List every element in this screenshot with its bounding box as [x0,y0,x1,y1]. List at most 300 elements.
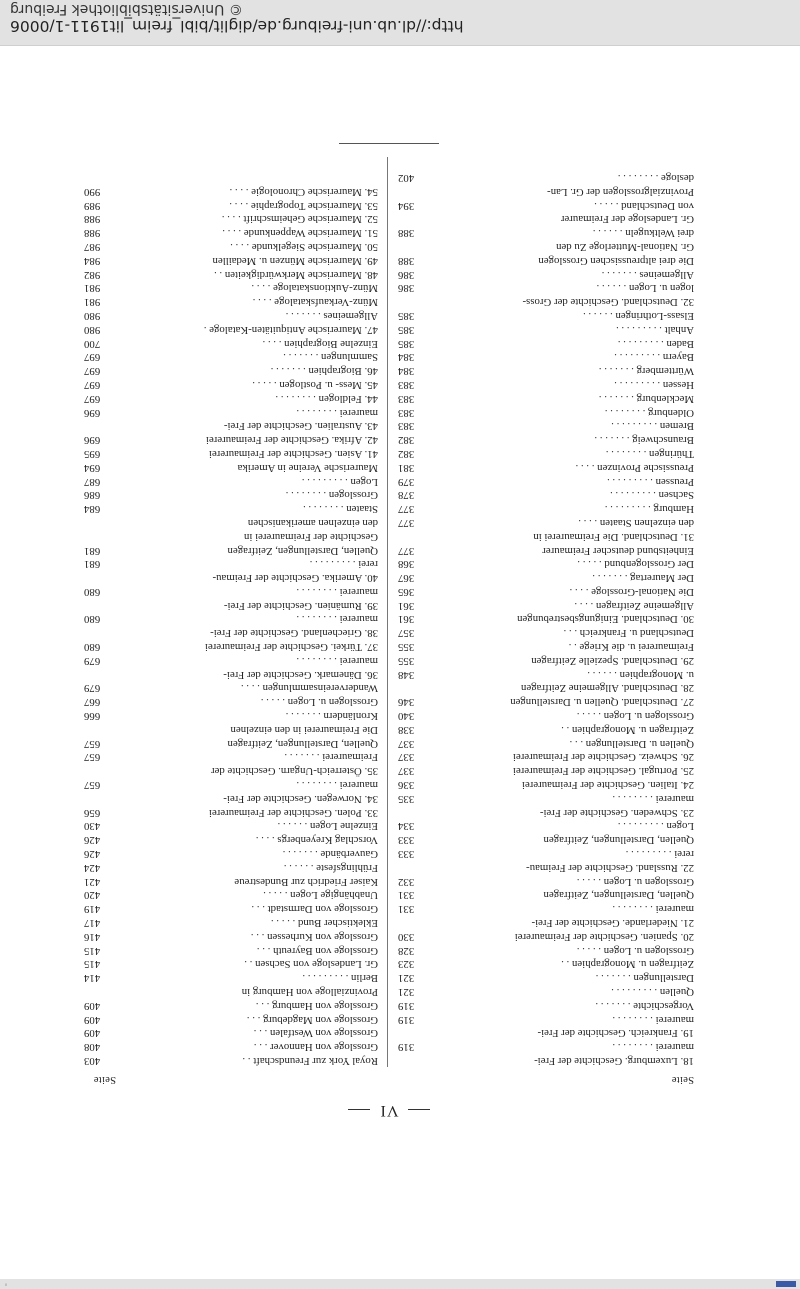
toc-entry-page: 378 [398,489,415,502]
toc-entry [398,998,694,1012]
toc-entry-title: 36. Dänemark. Geschichte der Frei- [223,668,378,681]
toc-entry-page: 383 [398,406,415,419]
toc-entry-title: Quellen, Darstellungen, Zeitfragen [227,737,378,750]
toc-entry-title: Zeitfragen u. Monographien . . [561,723,694,736]
toc-entry-title: Mecklenburg . . . . . . . [598,392,694,405]
toc-entry [84,888,378,902]
toc-entry-title: Grosslogen u. Logen . . . . . [576,710,694,723]
toc-entry [84,557,378,571]
toc-entry-title: Gr. Landesloge der Freimaurer [560,213,694,226]
toc-entry [398,1026,694,1040]
toc-entry-page: 321 [398,986,415,999]
toc-entry [398,791,694,805]
toc-entry-page: 988 [84,213,101,226]
toc-entry-title: 48. Maurerische Merkwürdigkeiten . . [213,268,378,281]
toc-entry-page: 368 [398,558,415,571]
toc-entry-page: 383 [398,378,415,391]
toc-entry [398,708,694,722]
toc-entry-page: 680 [84,613,101,626]
toc-entry-page [398,184,424,198]
toc-entry [84,225,378,239]
toc-entry-page [84,667,110,681]
toc-entry [398,736,694,750]
seite-label-left: Seite [671,1074,694,1085]
toc-entry-title: 19. Frankreich. Geschichte der Frei- [537,1027,694,1040]
toc-entry-title: Darstellungen . . . . . . . [595,972,694,985]
toc-entry-page: 384 [398,351,415,364]
toc-entry-title: Geschichte der Freimaurerei in [243,530,378,543]
toc-entry [84,294,378,308]
toc-entry-page: 335 [398,792,415,805]
toc-entry-title: Maurerische Vereine in Amerika [237,461,378,474]
toc-entry-page: 420 [84,889,101,902]
toc-entry [398,832,694,846]
toc-entry-page: 333 [398,848,415,861]
toc-entry [84,639,378,653]
toc-entry [398,557,694,571]
toc-entry-title: Grosslogen u. Logen . . . . . [576,944,694,957]
toc-entry [84,267,378,281]
toc-entry-title: 52. Maurerische Geheimschrift . . . . [221,213,378,226]
toc-entry-page [398,1053,424,1067]
toc-entry-title: maurerei . . . . . . . . [296,613,378,626]
toc-entry [398,336,694,350]
toc-entry-title: 24. Italien. Geschichte der Freimaurerei [521,779,694,792]
toc-entry [398,350,694,364]
toc-entry-title: 23. Schweden. Geschichte der Frei- [539,806,694,819]
toc-entry-title: Vorgeschichte . . . . . . . [595,999,694,1012]
toc-entry-page: 415 [84,958,101,971]
toc-entry [84,239,378,253]
toc-entry-page: 403 [84,1055,101,1067]
toc-entry-title: 28. Deutschland. Allgemeine Zeitfragen [521,682,694,695]
toc-entry-title: Staaten . . . . . . . . [303,503,378,516]
document-url[interactable]: http://dl.ub.uni-freiburg.de/diglit/bibl_freim_lit1911-1/0006 [10,17,464,35]
toc-entry-page: 331 [398,889,415,902]
toc-entry-page: 415 [84,944,101,957]
toc-entry [84,336,378,350]
toc-entry [398,419,694,433]
end-rule [339,143,439,144]
toc-entry [398,929,694,943]
toc-entry-page: 981 [84,282,101,295]
toc-entry-title: 27. Deutschland. Quellen u. Darstellungen [510,696,694,709]
toc-entry-page: 697 [84,378,101,391]
toc-entry-title: den einzelnen amerikanischen [247,516,378,529]
toc-entry-page: 377 [398,516,415,529]
toc-entry-title: Preussische Provinzen . . . . [575,461,694,474]
toc-entry [84,998,378,1012]
toc-entry [398,363,694,377]
toc-entry-title: Grossloge von Hamburg . . . [255,999,378,1012]
toc-entry [398,901,694,915]
toc-entry-page [84,763,110,777]
toc-entry-page: 987 [84,240,101,253]
toc-entry [398,694,694,708]
toc-entry [84,791,378,805]
toc-entry [84,350,378,364]
toc-entry-title: Münz-Auktionskataloge . . . . [251,282,378,295]
toc-entry-page: 421 [84,875,101,888]
toc-entry-title: Freimaurerei u. die Kriege . . [568,641,694,654]
toc-entry [398,267,694,281]
toc-entry [398,1053,694,1067]
toc-entry-title: Gr. Landesloge von Sachsen . . [244,958,378,971]
toc-entry [84,322,378,336]
toc-entry [84,860,378,874]
toc-entry-title: 26. Schweiz. Geschichte der Freimaurerei [512,751,694,764]
toc-entry-page: 700 [84,337,101,350]
toc-entry-title: maurerei . . . . . . . . [612,792,694,805]
toc-entry [84,363,378,377]
toc-entry-page: 982 [84,268,101,281]
toc-entry-page: 357 [398,627,415,640]
toc-entry-page: 334 [398,820,415,833]
toc-entry-title: Wandervereinsammlungen . . . . [240,682,378,695]
corner-mark-icon: ◦ [3,1280,8,1288]
toc-entry-title: Bayern . . . . . . . . . [614,351,694,364]
toc-entry-page [84,570,110,584]
toc-entry-page: 337 [398,751,415,764]
toc-entry [84,432,378,446]
toc-entry-page: 984 [84,254,101,267]
toc-entry [84,763,378,777]
toc-entry-page: 426 [84,848,101,861]
toc-entry [398,805,694,819]
scanned-page [84,129,694,1119]
viewer-bottom-bar [0,1279,800,1289]
toc-entry-page: 684 [84,503,101,516]
toc-entry-title: Provinzialgrosslogen der Gr. Lan- [547,185,694,198]
toc-entry-page: 331 [398,903,415,916]
toc-entry-title: drei Weltkugeln . . . . . . [592,227,694,240]
toc-entry-title: rerei . . . . . . . . . [309,558,378,571]
toc-entry [398,322,694,336]
toc-entry-title: 41. Asien. Geschichte der Freimaurerei [208,447,378,460]
toc-entry-title: 40. Amerika. Geschichte der Freimau- [212,572,378,585]
toc-entry-title: Quellen, Darstellungen, Zeitfragen [543,834,694,847]
toc-entry-page [84,626,110,640]
toc-entry-page: 381 [398,461,415,474]
toc-entry [84,708,378,722]
toc-entry-page: 328 [398,944,415,957]
toc-entry-title: Grosslogen . . . . . . . . [285,489,378,502]
toc-entry [84,501,378,515]
toc-entry [398,1039,694,1053]
toc-entry-title: Einzelne Biographien . . . . [262,337,378,350]
toc-entry-title: Anhalt . . . . . . . . . [616,323,694,336]
toc-entry-page: 679 [84,654,101,667]
toc-entry-title: 31. Deutschland. Die Freimaurerei in [533,530,694,543]
copyright-notice: © Universitätsbibliothek Freiburg [10,1,243,17]
toc-entry-title: 49. Maurerische Münzen u. Medaillen [212,254,378,267]
toc-entry-title: Grossloge von Westfalen . . . [253,1027,378,1040]
toc-entry-title: Eklektischer Bund . . . . . [270,917,378,930]
toc-entry-title: Hessen . . . . . . . . . [614,378,694,391]
toc-entry-title: Kaiser Friedrich zur Bundestreue [234,875,378,888]
toc-entry-page: 337 [398,737,415,750]
toc-entry-title: rerei . . . . . . . . . [625,848,694,861]
toc-entry [84,391,378,405]
toc-entry [84,736,378,750]
toc-entry-page: 355 [398,641,415,654]
toc-entry [398,777,694,791]
toc-entry [398,391,694,405]
toc-entry [84,653,378,667]
toc-entry-title: Vorschlag Kreyenbergs . . . . [255,834,378,847]
toc-entry [84,943,378,957]
toc-entry-page: 696 [84,434,101,447]
toc-entry-title: Grosslogen u. Logen . . . . . [260,696,378,709]
toc-entry-title: Berlin . . . . . . . . . [302,972,378,985]
toc-entry-title: 43. Australien. Geschichte der Frei- [223,420,378,433]
toc-entry-title: 18. Luxemburg. Geschichte der Frei- [534,1055,694,1067]
toc-entry-title: Allgemeine Zeitfragen . . . . [574,599,694,612]
toc-entry-page: 332 [398,875,415,888]
toc-entry-title: 53. Maurerische Topographie . . . . [229,199,378,212]
toc-entry-page: 383 [398,392,415,405]
toc-entry-page: 346 [398,696,415,709]
toc-entry-title: 34. Norwegen. Geschichte der Frei- [223,792,378,805]
toc-entry-title: Frühlingsfeste . . . . . . [283,861,378,874]
toc-entry-title: Oldenburg . . . . . . . . [604,406,694,419]
toc-entry-page: 424 [84,861,101,874]
toc-entry-page: 681 [84,558,101,571]
toc-entry-page [84,984,110,998]
page-number: VI [379,1102,399,1119]
toc-entry [398,584,694,598]
toc-entry-page: 657 [84,751,101,764]
toc-entry-title: Die Freimaurerei in den einzelnen [230,723,378,736]
toc-entry [398,750,694,764]
toc-entry [84,253,378,267]
toc-entry-page [84,791,110,805]
toc-entry-page: 348 [398,668,415,681]
toc-entry-page: 680 [84,641,101,654]
toc-entry-page: 414 [84,972,101,985]
toc-entry-title: Einzelne Logen . . . . . . [277,820,378,833]
toc-entry-page: 988 [84,227,101,240]
toc-entry [84,681,378,695]
toc-entry [84,405,378,419]
toc-entry-title: Grossloge von Kurhessen . . . [250,930,378,943]
toc-entry [398,943,694,957]
toc-entry-title: 39. Rumänien. Geschichte der Frei- [223,599,378,612]
toc-entry-title: u. Monographien . . . . . . [587,668,694,681]
toc-entry [398,681,694,695]
toc-entry [84,529,378,543]
toc-entry [84,184,378,198]
toc-entry-page: 319 [398,999,415,1012]
toc-entry-page: 408 [84,1041,101,1054]
toc-entry-title: Hamburg . . . . . . . . . [604,503,694,516]
column-divider [387,157,388,1067]
toc-entry-title: Grossloge von Bayreuth . . . [256,944,378,957]
toc-entry-page: 426 [84,834,101,847]
toc-entry-page: 382 [398,447,415,460]
toc-entry [398,529,694,543]
toc-entry [398,460,694,474]
toc-entry-title: 42. Afrika. Geschichte der Freimaurerei [205,434,378,447]
toc-entry [84,984,378,998]
toc-entry-title: Unabhängige Logen . . . . . [263,889,378,902]
toc-entry [84,901,378,915]
toc-entry-title: 37. Türkei. Geschichte der Freimaurerei [204,641,378,654]
toc-entry [398,626,694,640]
toc-entry [398,653,694,667]
toc-entry-title: 47. Maurerische Antiquitäten-Kataloge . [203,323,378,336]
toc-entry-title: 51. Maurerische Wappenkunde . . . . [222,227,378,240]
toc-entry-title: Sachsen . . . . . . . . . [610,489,694,502]
toc-entry-page: 981 [84,296,101,309]
toc-entry-page: 333 [398,834,415,847]
toc-column-left [398,170,694,1067]
toc-entry-page: 382 [398,434,415,447]
toc-entry-page: 409 [84,1013,101,1026]
toc-entry [84,915,378,929]
toc-entry [398,377,694,391]
toc-entry [398,722,694,736]
toc-entry-page: 980 [84,309,101,322]
toc-entry-title: Freimaurerei . . . . . . . [284,751,378,764]
toc-entry [398,1012,694,1026]
toc-entry-title: von Deutschland . . . . . [594,199,694,212]
toc-entry-title: 29. Deutschland. Spezielle Zeitfragen [531,654,694,667]
toc-entry [398,970,694,984]
toc-entry [84,212,378,226]
toc-entry-page: 330 [398,930,415,943]
toc-entry [398,612,694,626]
toc-entry [398,253,694,267]
toc-entry-title: 44. Feldlogen . . . . . . . . [275,392,378,405]
toc-entry [84,722,378,736]
toc-entry-page: 383 [398,420,415,433]
toc-entry-page [398,294,424,308]
toc-entry-title: Logen . . . . . . . . . [301,475,378,488]
toc-entry-page [398,212,424,226]
toc-entry-title: 50. Maurerische Siegelkunde . . . . [230,240,378,253]
toc-entry [84,626,378,640]
toc-entry [84,970,378,984]
toc-entry [84,460,378,474]
toc-entry-title: logen u. Logen . . . . . . [596,282,694,295]
toc-entry [84,750,378,764]
toc-entry-page [84,722,110,736]
toc-entry-page: 338 [398,723,415,736]
toc-entry [84,377,378,391]
toc-entry [84,805,378,819]
toc-entry [398,888,694,902]
toc-entry-page [398,915,424,929]
toc-entry [84,584,378,598]
toc-entry [84,419,378,433]
toc-entry-title: 22. Russland. Geschichte der Freimau- [526,861,694,874]
toc-entry-title: Quellen, Darstellungen, Zeitfragen [543,889,694,902]
toc-entry-page [398,805,424,819]
toc-entry-page: 657 [84,779,101,792]
toc-entry-page: 697 [84,392,101,405]
toc-entry-page: 386 [398,282,415,295]
toc-entry [84,819,378,833]
page-indicator-icon [776,1281,796,1287]
toc-entry-page: 336 [398,779,415,792]
toc-entry-page: 361 [398,599,415,612]
toc-entry [84,198,378,212]
toc-entry-title: Gr. National-Mutterloge Zu den [556,240,694,253]
toc-entry-title: 20. Spanien. Geschichte der Freimaurerei [514,930,694,943]
toc-entry [398,474,694,488]
toc-entry-page: 394 [398,199,415,212]
toc-entry [84,957,378,971]
toc-entry-title: Baden . . . . . . . . . [617,337,694,350]
toc-entry [84,832,378,846]
seite-label-right: Seite [93,1074,116,1085]
toc-entry [84,446,378,460]
toc-entry-title: Grossloge von Hannover . . . [253,1041,378,1054]
toc-entry-title: 30. Deutschland. Einigungsbestrebungen [517,613,694,626]
toc-entry-title: Bremen . . . . . . . . . [611,420,694,433]
toc-entry-title: 45. Mess- u. Postlogen . . . . . [252,378,378,391]
toc-entry-title: Grosslogen u. Logen . . . . . [576,875,694,888]
toc-entry-page: 666 [84,710,101,723]
toc-entry-page [398,239,424,253]
toc-entry-page: 409 [84,1027,101,1040]
toc-entry-page: 385 [398,337,415,350]
toc-entry [398,763,694,777]
page-header [84,1101,694,1119]
toc-entry [84,694,378,708]
toc-entry-page: 419 [84,903,101,916]
toc-entry-page: 385 [398,309,415,322]
toc-entry [398,294,694,308]
toc-entry-page: 361 [398,613,415,626]
toc-entry-page: 679 [84,682,101,695]
toc-entry-page: 681 [84,544,101,557]
toc-entry-title: maurerei . . . . . . . . [296,406,378,419]
toc-entry-page: 384 [398,365,415,378]
toc-entry-page [398,1026,424,1040]
toc-entry-page: 319 [398,1013,415,1026]
toc-entry-page: 697 [84,351,101,364]
toc-entry [398,984,694,998]
toc-entry-page: 409 [84,999,101,1012]
toc-entry [84,874,378,888]
toc-entry [84,667,378,681]
toc-entry-title: Royal York zur Freundschaft . . [242,1055,378,1067]
toc-entry-title: Braunschweig . . . . . . . [594,434,694,447]
toc-entry [398,446,694,460]
toc-entry [84,570,378,584]
toc-entry [84,1053,378,1067]
toc-entry-title: Quellen u. Darstellungen . . . [569,737,694,750]
toc-entry [398,308,694,322]
toc-entry-page: 355 [398,654,415,667]
toc-entry-page: 386 [398,268,415,281]
toc-entry-title: Allgemeines . . . . . . . [601,268,694,281]
toc-entry-title: 33. Polen. Geschichte der Freimaurerei [208,806,378,819]
toc-entry [398,915,694,929]
toc-entry [398,667,694,681]
toc-entry-title: Die National-Grossloge . . . . [569,585,694,598]
toc-entry [398,543,694,557]
toc-entry [84,1026,378,1040]
toc-entry [84,1039,378,1053]
toc-entry-page: 377 [398,544,415,557]
toc-entry-page: 694 [84,461,101,474]
toc-entry-title: 54. Maurerische Chronologie . . . . [229,185,378,198]
toc-entry-title: 35. Österreich-Ungarn. Geschichte der [211,765,378,778]
toc-entry-title: den einzelnen Staaten . . . . [578,516,694,529]
